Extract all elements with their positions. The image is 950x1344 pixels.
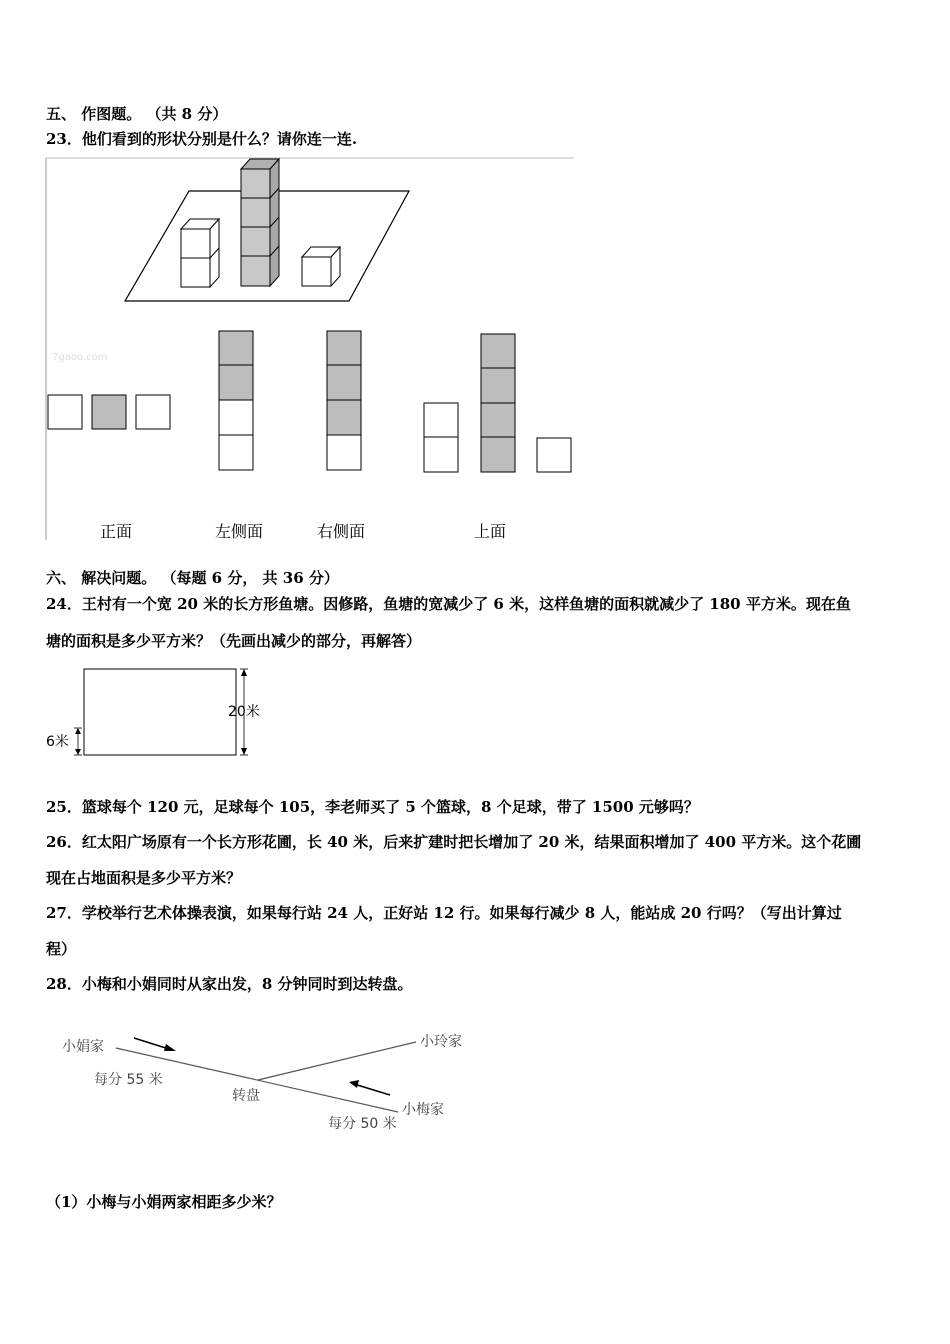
question-23: 23．他们看到的形状分别是什么？请你连一连. [46, 130, 358, 148]
question-26-line2: 现在占地面积是多少平方米？ [46, 869, 242, 887]
view-option-column-b [327, 331, 361, 470]
view-option-group [424, 334, 571, 472]
label-roundabout: 转盘 [232, 1088, 260, 1104]
question-26-line1: 26．红太阳广场原有一个长方形花圃，长 40 米，后来扩建时把长增加了 20 米，结果面积增加了 400 平方米。这个花圃 [46, 833, 862, 851]
section-5-header: 五、 作图题。 （共 8 分） [46, 105, 228, 123]
label-left-side: 左侧面 [215, 522, 264, 541]
cube-single-right [302, 247, 340, 286]
question-28-sub1: （1）小梅与小娟两家相距多少米？ [46, 1193, 282, 1211]
question-24-line2: 塘的面积是多少平方米？（先画出减少的部分，再解答） [46, 632, 422, 650]
figure-28-routes [56, 1020, 476, 1140]
reduce-label-6m: 6米 [46, 734, 69, 750]
label-mei-speed: 每分 50 米 [328, 1116, 397, 1132]
watermark: 7gaoo.com [52, 352, 108, 363]
question-25: 25．篮球每个 120 元，足球每个 105，李老师买了 5 个篮球，8 个足球，带了 1500 元够吗？ [46, 798, 699, 816]
label-xiaomei-home: 小梅家 [402, 1102, 444, 1118]
figure-23-views [40, 155, 580, 547]
view-option-column-a [219, 331, 253, 470]
question-24-line1: 24．王村有一个宽 20 米的长方形鱼塘。因修路，鱼塘的宽减少了 6 米，这样鱼塘的面积就减少了 180 平方米。现在鱼 [46, 595, 851, 613]
label-top: 上面 [474, 522, 507, 541]
question-27-line2: 程） [46, 940, 77, 958]
cube-stack-left [181, 219, 219, 287]
cube-stack-middle [241, 159, 279, 286]
figure-24-pond [44, 665, 274, 761]
pond-rectangle [84, 669, 236, 755]
label-juan-speed: 每分 55 米 [94, 1072, 163, 1088]
label-right-side: 右侧面 [317, 522, 366, 541]
label-xiaoling-home: 小玲家 [420, 1034, 462, 1050]
question-27-line1: 27．学校举行艺术体操表演，如果每行站 24 人，正好站 12 行。如果每行减少 8 人，能站成 20 行吗？（写出计算过 [46, 904, 842, 922]
width-label-20m: 20米 [228, 704, 260, 720]
arrow-mei [354, 1084, 390, 1095]
road-to-ling [258, 1042, 416, 1080]
question-28: 28．小梅和小娟同时从家出发，8 分钟同时到达转盘。 [46, 975, 413, 993]
label-front: 正面 [100, 522, 133, 541]
label-xiaojuan-home: 小娟家 [62, 1039, 104, 1055]
section-6-header: 六、 解决问题。 （每题 6 分， 共 36 分） [46, 569, 339, 587]
view-option-row [48, 395, 170, 429]
